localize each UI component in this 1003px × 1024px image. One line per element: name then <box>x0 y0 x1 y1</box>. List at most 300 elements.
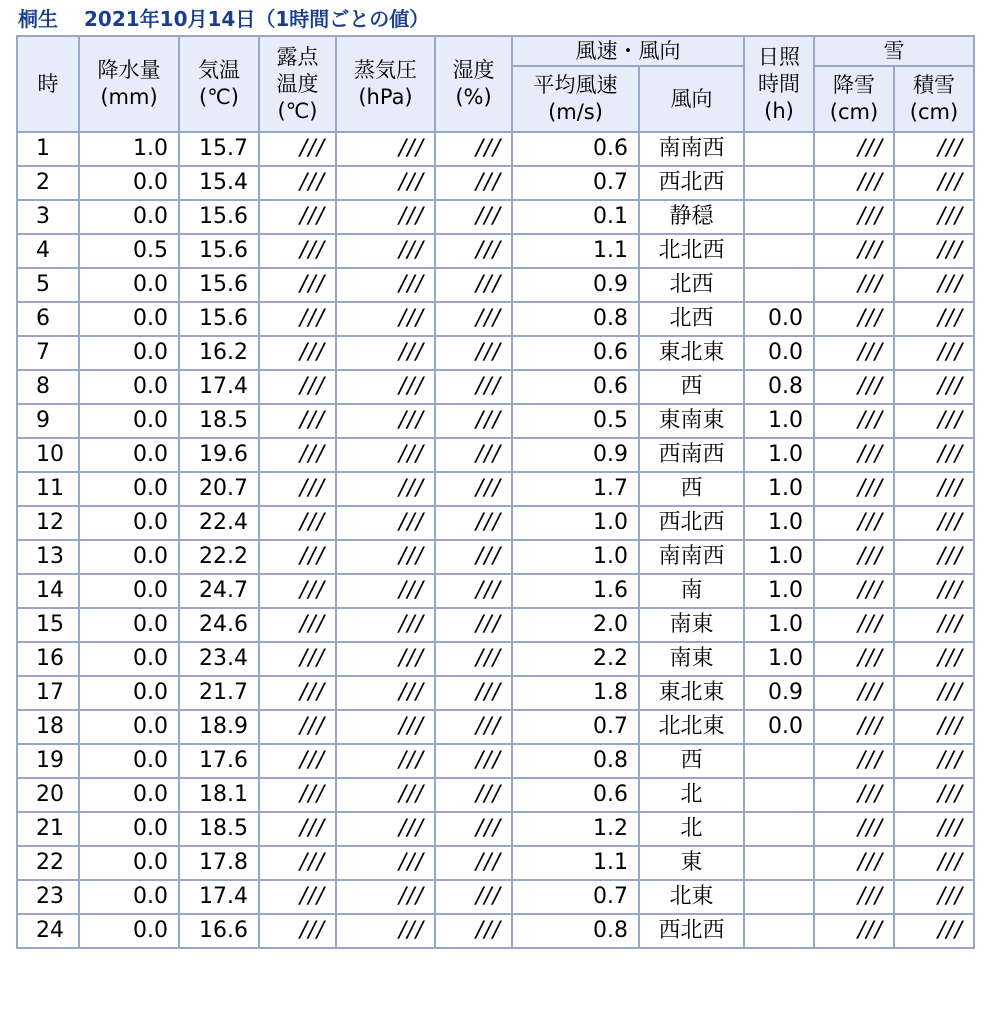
cell-dew: /// <box>259 268 336 302</box>
cell-hour: 16 <box>17 642 79 676</box>
cell-wind-dir: 東南東 <box>639 404 744 438</box>
cell-dew: /// <box>259 846 336 880</box>
cell-snow-depth: /// <box>894 506 974 540</box>
table-row <box>17 778 974 812</box>
cell-precip: 0.0 <box>79 336 179 370</box>
cell-humidity: /// <box>435 472 512 506</box>
table-row <box>17 744 974 778</box>
cell-sunshine <box>744 166 814 200</box>
cell-humidity: /// <box>435 506 512 540</box>
cell-sunshine <box>744 132 814 166</box>
cell-sunshine: 1.0 <box>744 540 814 574</box>
cell-wind-dir: 北東 <box>639 880 744 914</box>
cell-vapor: /// <box>336 336 435 370</box>
header-snow-group: 雪 <box>814 36 974 66</box>
cell-wind-dir: 北北西 <box>639 234 744 268</box>
cell-wind-speed: 1.0 <box>512 540 639 574</box>
header-wind-speed: 平均風速 (m/s) <box>512 66 639 132</box>
cell-sunshine: 0.8 <box>744 370 814 404</box>
cell-dew: /// <box>259 438 336 472</box>
cell-snow-depth: /// <box>894 438 974 472</box>
table-row <box>17 846 974 880</box>
station-name: 桐生 <box>18 7 58 31</box>
cell-hour: 18 <box>17 710 79 744</box>
table-row <box>17 812 974 846</box>
cell-sunshine <box>744 744 814 778</box>
cell-vapor: /// <box>336 846 435 880</box>
cell-sunshine <box>744 268 814 302</box>
cell-humidity: /// <box>435 234 512 268</box>
table-row <box>17 642 974 676</box>
cell-dew: /// <box>259 676 336 710</box>
cell-humidity: /// <box>435 914 512 948</box>
cell-precip: 0.0 <box>79 268 179 302</box>
cell-humidity: /// <box>435 540 512 574</box>
cell-precip: 0.0 <box>79 744 179 778</box>
cell-dew: /// <box>259 506 336 540</box>
cell-wind-speed: 0.8 <box>512 744 639 778</box>
cell-dew: /// <box>259 132 336 166</box>
cell-dew: /// <box>259 540 336 574</box>
cell-snowfall: /// <box>814 608 894 642</box>
header-dew: 露点 温度 (℃) <box>259 36 336 132</box>
cell-hour: 3 <box>17 200 79 234</box>
cell-vapor: /// <box>336 132 435 166</box>
header-precip: 降水量 (mm) <box>79 36 179 132</box>
cell-snowfall: /// <box>814 914 894 948</box>
cell-dew: /// <box>259 642 336 676</box>
cell-snow-depth: /// <box>894 132 974 166</box>
cell-humidity: /// <box>435 642 512 676</box>
cell-vapor: /// <box>336 506 435 540</box>
cell-dew: /// <box>259 200 336 234</box>
table-row <box>17 200 974 234</box>
cell-hour: 7 <box>17 336 79 370</box>
cell-vapor: /// <box>336 540 435 574</box>
cell-snow-depth: /// <box>894 914 974 948</box>
cell-snow-depth: /// <box>894 744 974 778</box>
cell-hour: 4 <box>17 234 79 268</box>
cell-wind-dir: 静穏 <box>639 200 744 234</box>
cell-wind-dir: 北北東 <box>639 710 744 744</box>
cell-temp: 16.2 <box>179 336 259 370</box>
cell-dew: /// <box>259 166 336 200</box>
cell-vapor: /// <box>336 914 435 948</box>
cell-vapor: /// <box>336 302 435 336</box>
cell-wind-speed: 0.8 <box>512 302 639 336</box>
cell-snowfall: /// <box>814 268 894 302</box>
cell-snow-depth: /// <box>894 710 974 744</box>
cell-hour: 13 <box>17 540 79 574</box>
cell-hour: 5 <box>17 268 79 302</box>
cell-precip: 0.0 <box>79 438 179 472</box>
cell-wind-dir: 東北東 <box>639 336 744 370</box>
cell-dew: /// <box>259 812 336 846</box>
cell-vapor: /// <box>336 472 435 506</box>
cell-hour: 17 <box>17 676 79 710</box>
cell-hour: 23 <box>17 880 79 914</box>
cell-wind-speed: 1.8 <box>512 676 639 710</box>
cell-wind-speed: 0.7 <box>512 166 639 200</box>
cell-hour: 24 <box>17 914 79 948</box>
cell-vapor: /// <box>336 880 435 914</box>
cell-snow-depth: /// <box>894 302 974 336</box>
cell-sunshine <box>744 200 814 234</box>
cell-vapor: /// <box>336 710 435 744</box>
cell-wind-speed: 0.9 <box>512 268 639 302</box>
cell-sunshine: 0.0 <box>744 336 814 370</box>
cell-dew: /// <box>259 234 336 268</box>
cell-dew: /// <box>259 404 336 438</box>
cell-snow-depth: /// <box>894 200 974 234</box>
cell-temp: 20.7 <box>179 472 259 506</box>
cell-hour: 11 <box>17 472 79 506</box>
cell-vapor: /// <box>336 200 435 234</box>
cell-vapor: /// <box>336 370 435 404</box>
cell-snow-depth: /// <box>894 540 974 574</box>
cell-vapor: /// <box>336 234 435 268</box>
cell-wind-dir: 西 <box>639 472 744 506</box>
table-row <box>17 166 974 200</box>
cell-dew: /// <box>259 370 336 404</box>
cell-wind-speed: 0.6 <box>512 132 639 166</box>
cell-dew: /// <box>259 302 336 336</box>
cell-humidity: /// <box>435 268 512 302</box>
cell-snow-depth: /// <box>894 404 974 438</box>
cell-vapor: /// <box>336 574 435 608</box>
cell-precip: 0.0 <box>79 472 179 506</box>
cell-wind-dir: 北西 <box>639 268 744 302</box>
header-humidity: 湿度 (%) <box>435 36 512 132</box>
cell-dew: /// <box>259 914 336 948</box>
header-temp: 気温 (℃) <box>179 36 259 132</box>
cell-precip: 0.5 <box>79 234 179 268</box>
cell-wind-speed: 1.7 <box>512 472 639 506</box>
cell-humidity: /// <box>435 336 512 370</box>
cell-dew: /// <box>259 336 336 370</box>
cell-temp: 24.7 <box>179 574 259 608</box>
cell-snowfall: /// <box>814 880 894 914</box>
cell-temp: 19.6 <box>179 438 259 472</box>
cell-wind-dir: 北西 <box>639 302 744 336</box>
table-row <box>17 914 974 948</box>
cell-humidity: /// <box>435 302 512 336</box>
table-row <box>17 710 974 744</box>
cell-temp: 17.4 <box>179 880 259 914</box>
cell-sunshine <box>744 812 814 846</box>
cell-snowfall: /// <box>814 472 894 506</box>
cell-snow-depth: /// <box>894 166 974 200</box>
cell-snow-depth: /// <box>894 880 974 914</box>
table-row <box>17 540 974 574</box>
cell-hour: 6 <box>17 302 79 336</box>
cell-snowfall: /// <box>814 744 894 778</box>
header-snow-depth: 積雪 (cm) <box>894 66 974 132</box>
cell-hour: 15 <box>17 608 79 642</box>
cell-hour: 21 <box>17 812 79 846</box>
cell-vapor: /// <box>336 676 435 710</box>
cell-snow-depth: /// <box>894 642 974 676</box>
cell-wind-dir: 北 <box>639 812 744 846</box>
cell-dew: /// <box>259 710 336 744</box>
cell-hour: 2 <box>17 166 79 200</box>
cell-precip: 0.0 <box>79 710 179 744</box>
cell-temp: 15.6 <box>179 200 259 234</box>
cell-snowfall: /// <box>814 574 894 608</box>
cell-dew: /// <box>259 744 336 778</box>
table-row <box>17 608 974 642</box>
cell-humidity: /// <box>435 710 512 744</box>
cell-vapor: /// <box>336 744 435 778</box>
cell-wind-dir: 北 <box>639 778 744 812</box>
cell-snowfall: /// <box>814 778 894 812</box>
cell-precip: 0.0 <box>79 846 179 880</box>
cell-vapor: /// <box>336 642 435 676</box>
cell-snowfall: /// <box>814 234 894 268</box>
cell-humidity: /// <box>435 132 512 166</box>
cell-temp: 18.5 <box>179 404 259 438</box>
cell-precip: 0.0 <box>79 676 179 710</box>
header-vapor: 蒸気圧 (hPa) <box>336 36 435 132</box>
cell-precip: 0.0 <box>79 642 179 676</box>
cell-wind-dir: 東 <box>639 846 744 880</box>
cell-wind-speed: 0.6 <box>512 336 639 370</box>
header-wind-dir: 風向 <box>639 66 744 132</box>
cell-precip: 0.0 <box>79 574 179 608</box>
cell-precip: 0.0 <box>79 540 179 574</box>
cell-hour: 1 <box>17 132 79 166</box>
cell-sunshine: 0.0 <box>744 302 814 336</box>
cell-sunshine <box>744 846 814 880</box>
cell-wind-speed: 0.6 <box>512 778 639 812</box>
table-row <box>17 370 974 404</box>
cell-temp: 23.4 <box>179 642 259 676</box>
cell-snowfall: /// <box>814 132 894 166</box>
cell-precip: 0.0 <box>79 506 179 540</box>
cell-humidity: /// <box>435 200 512 234</box>
header-wind-group: 風速・風向 <box>512 36 744 66</box>
header-sunshine: 日照 時間 (h) <box>744 36 814 132</box>
cell-hour: 22 <box>17 846 79 880</box>
cell-snowfall: /// <box>814 676 894 710</box>
cell-sunshine: 1.0 <box>744 438 814 472</box>
cell-wind-speed: 0.1 <box>512 200 639 234</box>
cell-temp: 24.6 <box>179 608 259 642</box>
cell-hour: 9 <box>17 404 79 438</box>
cell-wind-dir: 西北西 <box>639 914 744 948</box>
cell-snow-depth: /// <box>894 268 974 302</box>
cell-wind-speed: 1.2 <box>512 812 639 846</box>
cell-humidity: /// <box>435 404 512 438</box>
cell-wind-speed: 1.1 <box>512 846 639 880</box>
cell-snowfall: /// <box>814 336 894 370</box>
cell-temp: 17.6 <box>179 744 259 778</box>
header-snowfall: 降雪 (cm) <box>814 66 894 132</box>
page-title <box>18 4 429 34</box>
cell-hour: 10 <box>17 438 79 472</box>
cell-humidity: /// <box>435 438 512 472</box>
table-row <box>17 336 974 370</box>
cell-dew: /// <box>259 880 336 914</box>
cell-snowfall: /// <box>814 846 894 880</box>
cell-wind-dir: 西 <box>639 370 744 404</box>
cell-humidity: /// <box>435 574 512 608</box>
cell-temp: 22.4 <box>179 506 259 540</box>
cell-wind-speed: 1.6 <box>512 574 639 608</box>
cell-sunshine <box>744 914 814 948</box>
cell-sunshine: 1.0 <box>744 472 814 506</box>
cell-temp: 15.6 <box>179 302 259 336</box>
cell-precip: 0.0 <box>79 166 179 200</box>
cell-temp: 18.9 <box>179 710 259 744</box>
cell-wind-dir: 西北西 <box>639 166 744 200</box>
cell-vapor: /// <box>336 608 435 642</box>
cell-humidity: /// <box>435 744 512 778</box>
table-row <box>17 880 974 914</box>
cell-sunshine <box>744 234 814 268</box>
cell-vapor: /// <box>336 438 435 472</box>
cell-sunshine: 1.0 <box>744 506 814 540</box>
cell-temp: 18.1 <box>179 778 259 812</box>
cell-snowfall: /// <box>814 404 894 438</box>
cell-wind-dir: 南南西 <box>639 132 744 166</box>
cell-humidity: /// <box>435 880 512 914</box>
cell-temp: 15.6 <box>179 234 259 268</box>
cell-sunshine: 1.0 <box>744 608 814 642</box>
table-row <box>17 302 974 336</box>
cell-sunshine <box>744 880 814 914</box>
cell-sunshine: 1.0 <box>744 574 814 608</box>
cell-precip: 0.0 <box>79 302 179 336</box>
cell-wind-dir: 西北西 <box>639 506 744 540</box>
cell-humidity: /// <box>435 778 512 812</box>
cell-vapor: /// <box>336 778 435 812</box>
cell-snow-depth: /// <box>894 472 974 506</box>
cell-precip: 1.0 <box>79 132 179 166</box>
cell-sunshine: 0.0 <box>744 710 814 744</box>
cell-wind-speed: 0.5 <box>512 404 639 438</box>
cell-wind-dir: 南南西 <box>639 540 744 574</box>
cell-dew: /// <box>259 608 336 642</box>
cell-hour: 20 <box>17 778 79 812</box>
cell-snow-depth: /// <box>894 370 974 404</box>
cell-snowfall: /// <box>814 200 894 234</box>
cell-snowfall: /// <box>814 710 894 744</box>
cell-wind-speed: 2.0 <box>512 608 639 642</box>
cell-dew: /// <box>259 472 336 506</box>
cell-snow-depth: /// <box>894 778 974 812</box>
cell-snowfall: /// <box>814 642 894 676</box>
table-row <box>17 472 974 506</box>
cell-wind-speed: 0.9 <box>512 438 639 472</box>
cell-precip: 0.0 <box>79 200 179 234</box>
cell-humidity: /// <box>435 370 512 404</box>
cell-wind-speed: 2.2 <box>512 642 639 676</box>
cell-temp: 21.7 <box>179 676 259 710</box>
table-row <box>17 234 974 268</box>
cell-wind-dir: 西 <box>639 744 744 778</box>
table-row <box>17 438 974 472</box>
cell-wind-speed: 0.8 <box>512 914 639 948</box>
table-row <box>17 404 974 438</box>
cell-sunshine <box>744 778 814 812</box>
table-header <box>17 36 974 132</box>
cell-precip: 0.0 <box>79 914 179 948</box>
cell-dew: /// <box>259 778 336 812</box>
cell-humidity: /// <box>435 676 512 710</box>
cell-snow-depth: /// <box>894 676 974 710</box>
cell-wind-speed: 1.0 <box>512 506 639 540</box>
cell-hour: 14 <box>17 574 79 608</box>
cell-sunshine: 1.0 <box>744 404 814 438</box>
cell-temp: 18.5 <box>179 812 259 846</box>
cell-precip: 0.0 <box>79 778 179 812</box>
cell-humidity: /// <box>435 608 512 642</box>
cell-snowfall: /// <box>814 370 894 404</box>
date-heading: 2021年10月14日（1時間ごとの値） <box>84 7 430 31</box>
cell-wind-dir: 西南西 <box>639 438 744 472</box>
cell-humidity: /// <box>435 812 512 846</box>
table-row <box>17 676 974 710</box>
cell-hour: 8 <box>17 370 79 404</box>
cell-dew: /// <box>259 574 336 608</box>
cell-precip: 0.0 <box>79 404 179 438</box>
cell-sunshine: 0.9 <box>744 676 814 710</box>
cell-temp: 15.7 <box>179 132 259 166</box>
cell-vapor: /// <box>336 268 435 302</box>
cell-snowfall: /// <box>814 302 894 336</box>
cell-snowfall: /// <box>814 438 894 472</box>
cell-humidity: /// <box>435 846 512 880</box>
cell-temp: 17.4 <box>179 370 259 404</box>
cell-hour: 12 <box>17 506 79 540</box>
cell-precip: 0.0 <box>79 370 179 404</box>
cell-snow-depth: /// <box>894 574 974 608</box>
cell-temp: 17.8 <box>179 846 259 880</box>
cell-snowfall: /// <box>814 812 894 846</box>
cell-wind-speed: 0.6 <box>512 370 639 404</box>
cell-sunshine: 1.0 <box>744 642 814 676</box>
cell-snowfall: /// <box>814 166 894 200</box>
cell-wind-speed: 1.1 <box>512 234 639 268</box>
cell-wind-dir: 東北東 <box>639 676 744 710</box>
cell-snow-depth: /// <box>894 608 974 642</box>
cell-snowfall: /// <box>814 506 894 540</box>
table-row <box>17 574 974 608</box>
table-body <box>17 132 974 948</box>
hourly-weather-table <box>16 35 975 949</box>
cell-precip: 0.0 <box>79 812 179 846</box>
cell-hour: 19 <box>17 744 79 778</box>
table-row <box>17 132 974 166</box>
cell-temp: 15.6 <box>179 268 259 302</box>
cell-snow-depth: /// <box>894 234 974 268</box>
cell-wind-speed: 0.7 <box>512 880 639 914</box>
cell-snow-depth: /// <box>894 846 974 880</box>
cell-vapor: /// <box>336 812 435 846</box>
cell-wind-speed: 0.7 <box>512 710 639 744</box>
cell-vapor: /// <box>336 166 435 200</box>
cell-precip: 0.0 <box>79 608 179 642</box>
cell-temp: 15.4 <box>179 166 259 200</box>
cell-humidity: /// <box>435 166 512 200</box>
cell-wind-dir: 南 <box>639 574 744 608</box>
cell-vapor: /// <box>336 404 435 438</box>
cell-temp: 22.2 <box>179 540 259 574</box>
cell-snow-depth: /// <box>894 812 974 846</box>
table-row <box>17 268 974 302</box>
cell-temp: 16.6 <box>179 914 259 948</box>
